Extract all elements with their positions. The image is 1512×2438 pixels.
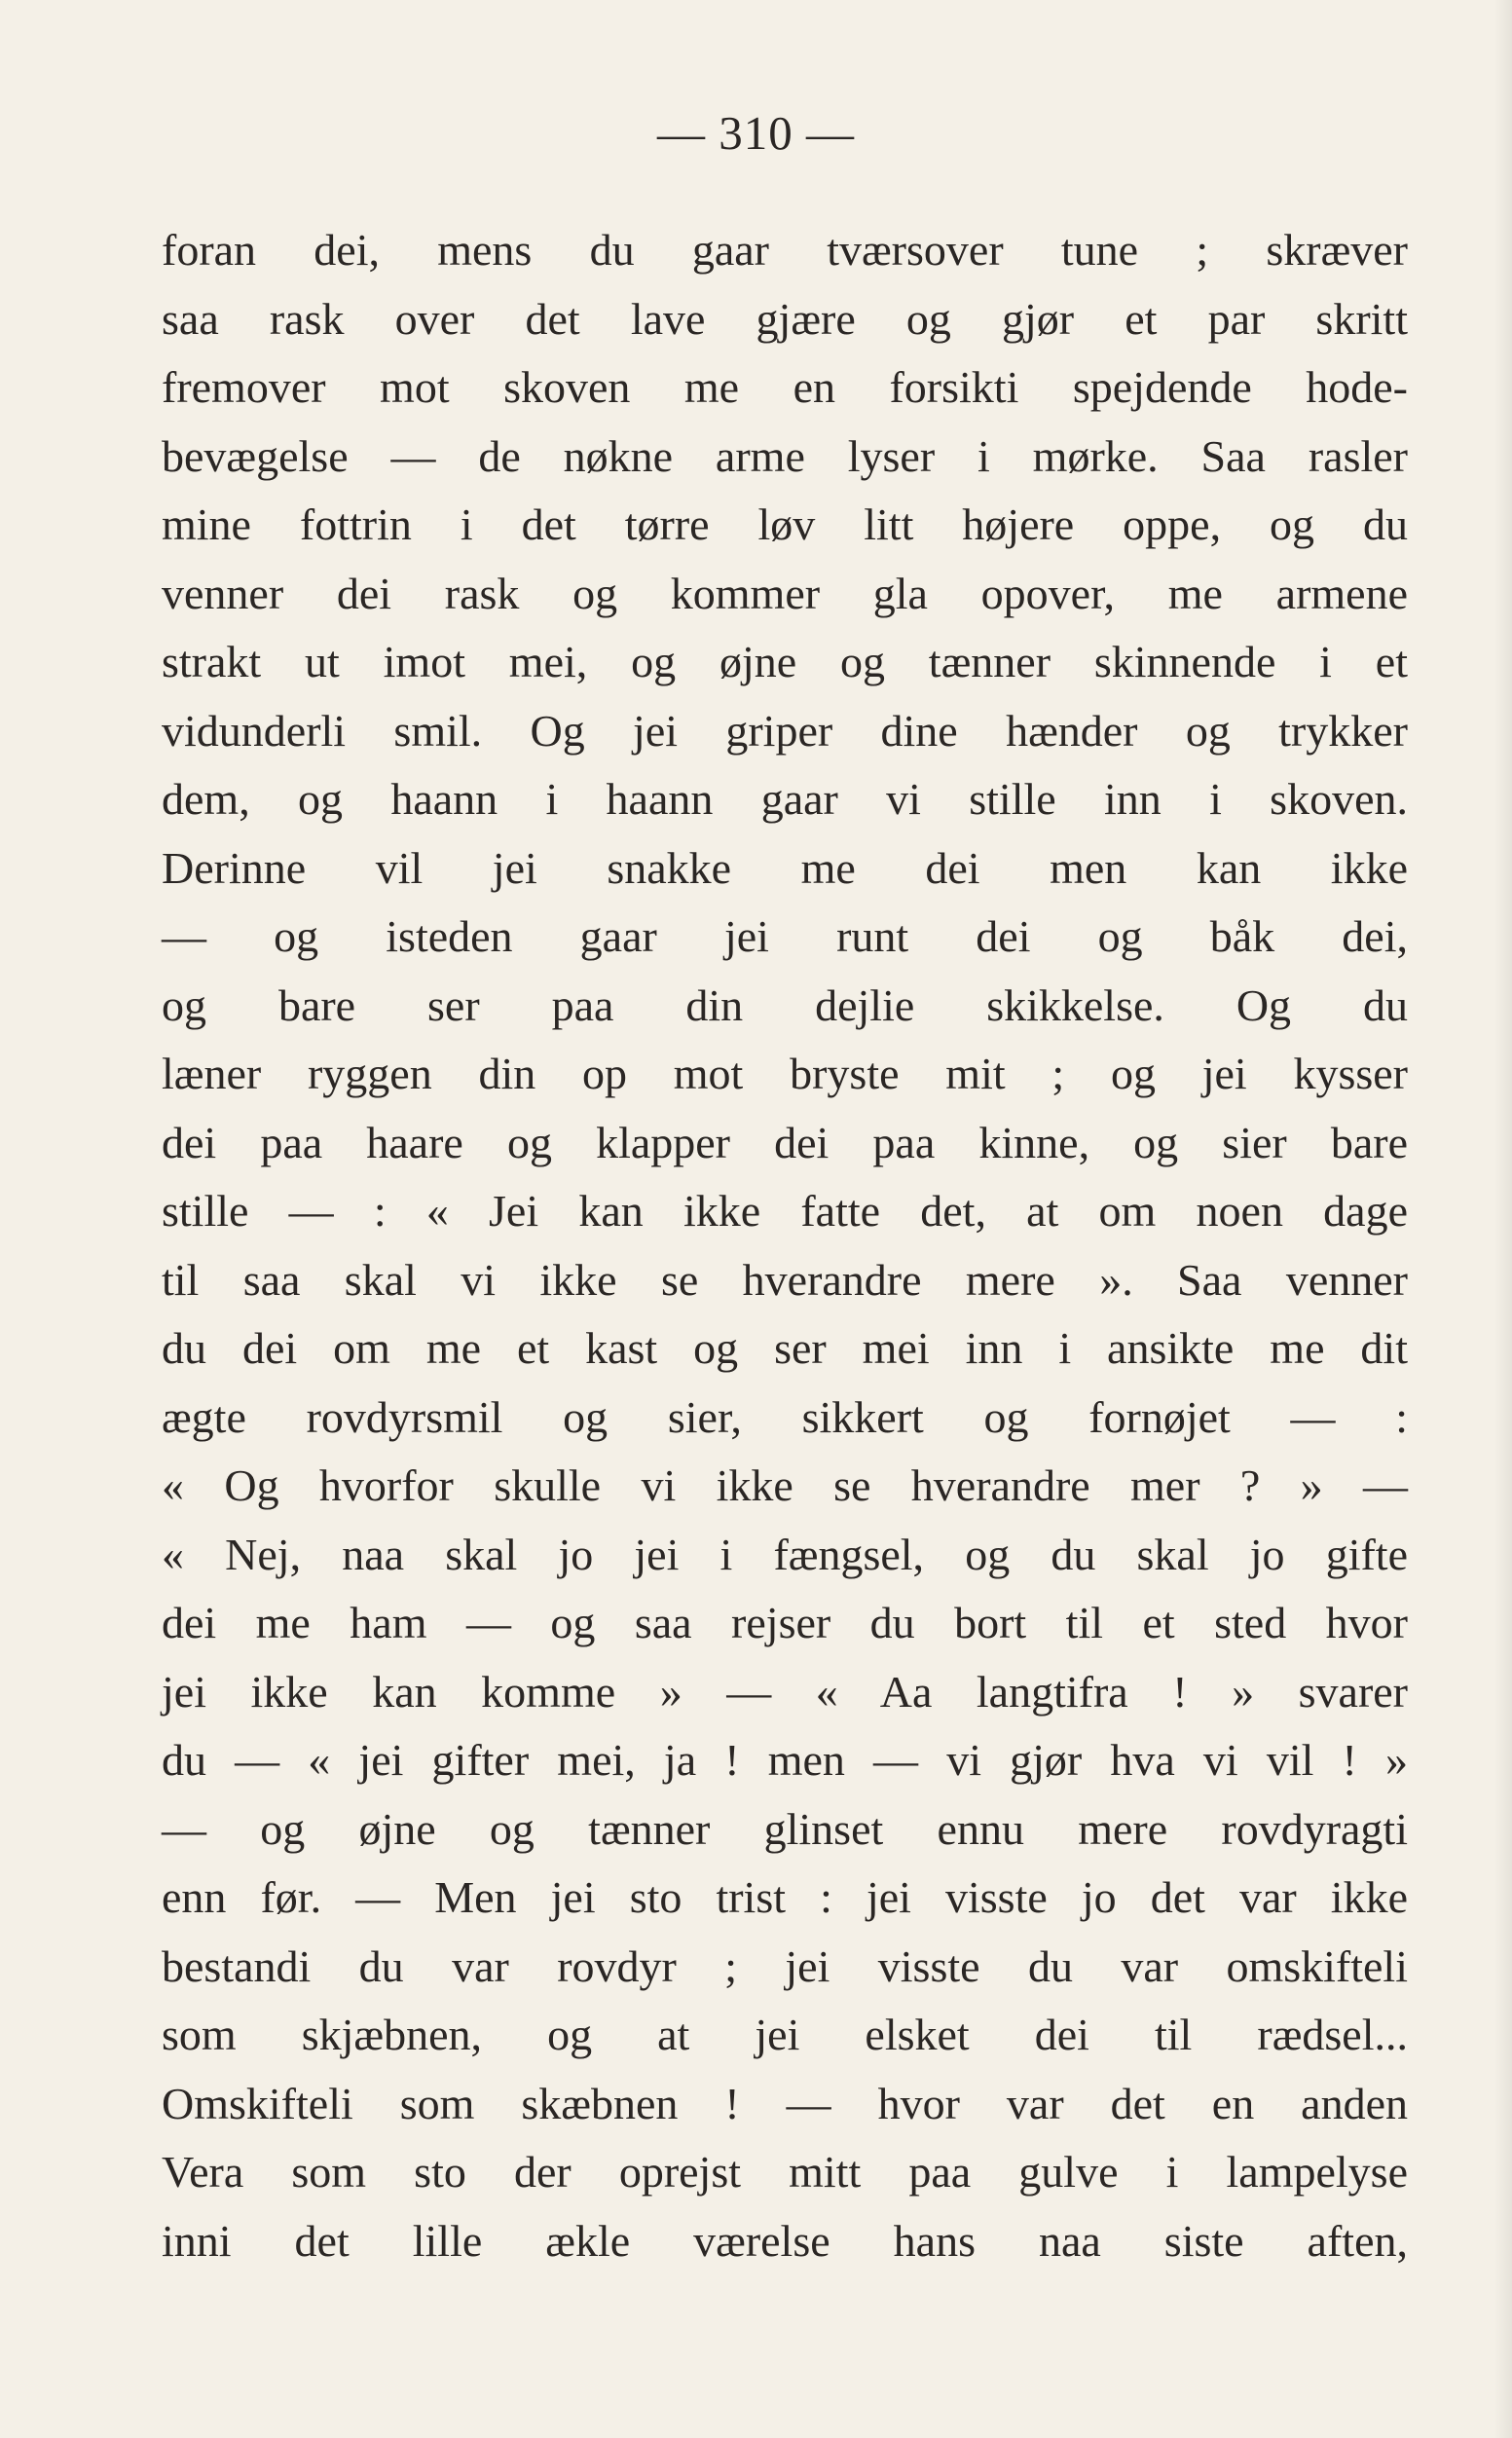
text-line: bestandi du var rovdyr ; jei visste du var omskifteli <box>162 1940 1408 1991</box>
text-line: Derinne vil jei snakke me dei men kan ikke <box>162 842 1408 893</box>
text-line: dem, og haann i haann gaar vi stille inn i skoven. <box>162 774 1408 824</box>
text-line: og bare ser paa din dejlie skikkelse. Og du <box>162 979 1408 1030</box>
text-line: du dei om me et kast og ser mei inn i ansikte me dit <box>162 1323 1408 1373</box>
text-line: strakt ut imot mei, og øjne og tænner skinnende i et <box>162 637 1408 686</box>
text-line: dei paa haare og klapper dei paa kinne, og sier bare <box>162 1117 1408 1167</box>
body-text <box>162 216 1408 2275</box>
text-line: fremover mot skoven me en forsikti spejdende hode- <box>162 362 1408 412</box>
text-line: læner ryggen din op mot bryste mit ; og jei kysser <box>162 1049 1408 1098</box>
text-line: vidunderli smil. Og jei griper dine hænder og trykker <box>162 705 1408 756</box>
text-line: mine fottrin i det tørre løv litt højere oppe, og du <box>162 499 1408 549</box>
text-line: dei me ham — og saa rejser du bort til et sted hvor <box>162 1598 1408 1647</box>
text-line: ægte rovdyrsmil og sier, sikkert og fornøjet — : <box>162 1391 1408 1442</box>
text-line: inni det lille ækle værelse hans naa siste aften, <box>162 2215 1408 2266</box>
text-line: « Og hvorfor skulle vi ikke se hverandre mer ? » — <box>162 1460 1408 1510</box>
text-line: Vera som sto der oprejst mitt paa gulve i lampelyse <box>162 2147 1408 2197</box>
text-line: jei ikke kan komme » — « Aa langtifra ! » svarer <box>162 1666 1408 1717</box>
text-line: til saa skal vi ikke se hverandre mere ». Saa venner <box>162 1254 1408 1305</box>
text-line: venner dei rask og kommer gla opover, me armene <box>162 568 1408 618</box>
text-line: som skjæbnen, og at jei elsket dei til rædsel... <box>162 2010 1408 2059</box>
text-line: « Nej, naa skal jo jei i fængsel, og du skal jo gifte <box>162 1529 1408 1579</box>
page-number: — 310 — <box>657 106 855 160</box>
text-line: stille — : « Jei kan ikke fatte det, at om noen dage <box>162 1186 1408 1236</box>
text-line: — og øjne og tænner glinset ennu mere rovdyragti <box>162 1803 1408 1854</box>
text-line: du — « jei gifter mei, ja ! men — vi gjør hva vi vil ! » <box>162 1735 1408 1785</box>
text-line: Omskifteli som skæbnen ! — hvor var det en anden <box>162 2078 1408 2128</box>
text-line: bevægelse — de nøkne arme lyser i mørke. Saa rasler <box>162 430 1408 481</box>
text-line: saa rask over det lave gjære og gjør et par skritt <box>162 293 1408 344</box>
text-line: foran dei, mens du gaar tværsover tune ; skræver <box>162 225 1408 275</box>
text-line: enn før. — Men jei sto trist : jei visste jo det var ikke <box>162 1872 1408 1922</box>
page-edge-shadow <box>1494 0 1512 2438</box>
text-line: — og isteden gaar jei runt dei og båk dei, <box>162 911 1408 961</box>
